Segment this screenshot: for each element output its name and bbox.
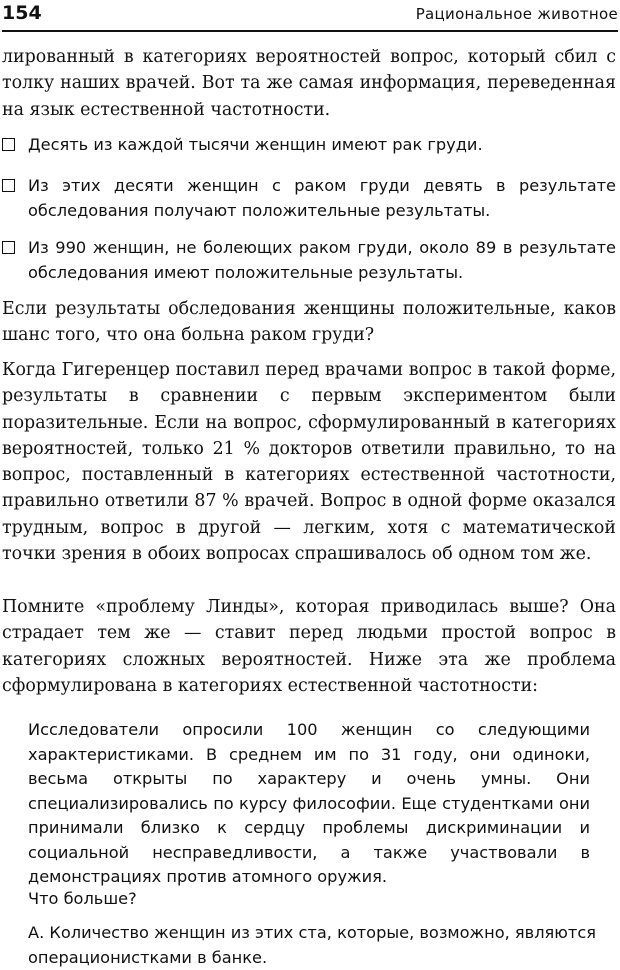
running-title: Рациональное животное	[415, 5, 618, 23]
intro-paragraph: лированный в категориях вероятностей вопрос, который сбил с толку наших врачей. Вот та же самая информация, переведенная на язык естественной частотности.	[2, 47, 616, 120]
checklist-item-text: Десять из каждой тысячи женщин имеют рак груди.	[28, 135, 483, 154]
page-number: 154	[2, 2, 42, 24]
page-header	[2, 0, 618, 32]
checkbox-icon	[2, 138, 15, 151]
linda-paragraph: Помните «проблему Линды», которая приводилась выше? Она страдает тем же — ставит перед людьми простой вопрос в категориях сложных вероятностей. Ниже эта же проблема сформулирована в категориях естественной частотности:	[2, 597, 616, 696]
answer-option-a-text: А. Количество женщин из этих ста, которые, возможно, являются операционистками в банке.	[28, 923, 596, 967]
checklist-item-text: Из этих десяти женщин с раком груди девять в результате обследования получают положительные результаты.	[28, 176, 616, 220]
checkbox-icon	[2, 179, 15, 192]
quote-question: Что больше?	[28, 889, 137, 908]
quote-paragraph: Исследователи опросили 100 женщин со следующими характеристиками. В среднем им по 31 году, они одиноки, весьма открыты по характеру и очень умны. Они специализировались по курсу философии. Еще студентками они принимали близко к сердцу проблемы дискриминации и социальной несправедливости, а также участвовали в демонстрациях против атомного оружия.	[28, 720, 590, 886]
gigerenzer-paragraph: Когда Гигеренцер поставил перед врачами вопрос в такой форме, результаты в сравнении с первым экспериментом были поразительные. Если на вопрос, сформулированный в категориях вероятностей, только 21 % докторов ответили правильно, то на вопрос, поставленный в категориях естественной частотности, правильно ответили 87 % врачей. Вопрос в одной форме оказался трудным, вопрос в другой — легким, хотя с математической точки зрения в обоих вопросах спрашивалось об одном том же.	[2, 360, 616, 565]
checklist-item-text: Из 990 женщин, не болеющих раком груди, около 89 в результате обследования имеют положительные результаты.	[28, 238, 616, 282]
checkbox-icon	[2, 241, 15, 254]
question-paragraph: Если результаты обследования женщины положительные, каков шанс того, что она больна раком груди?	[2, 299, 616, 346]
